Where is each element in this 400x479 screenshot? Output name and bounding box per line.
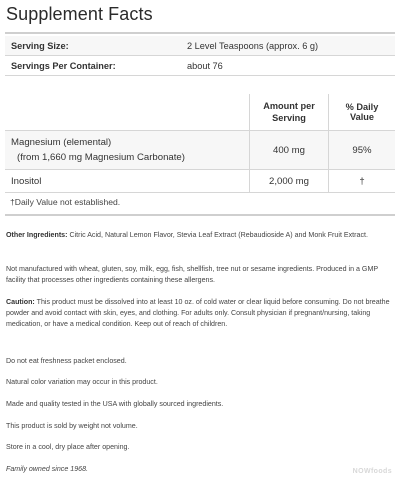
other-ingredients (6, 230, 396, 241)
note-color-variation: Natural color variation may occur in this product. (6, 378, 158, 386)
nutrient-name-inositol: Inositol (5, 170, 250, 193)
nutrient-name (5, 131, 250, 170)
brand-watermark: NOWfoods (352, 468, 392, 475)
servings-per-container-label: Servings Per Container: (5, 56, 181, 76)
amount-header-line1: Amount per (263, 101, 315, 111)
column-header-row (5, 94, 395, 131)
header-spacer (5, 94, 250, 131)
title-divider (5, 32, 395, 34)
servings-per-container-row (5, 56, 395, 76)
allergen-note: Not manufactured with wheat, gluten, soy, milk, egg, fish, shellfish, tree nut or sesame ingredients. Produced in a GMP facility that processes other ingredients containing these allergens. (6, 265, 378, 284)
caution-label: Caution: (6, 298, 35, 306)
family-owned-note: Family owned since 1968. (6, 465, 89, 473)
nutrient-source-magnesium: (from 1,660 mg Magnesium Carbonate) (17, 152, 185, 163)
servings-per-container-value: about 76 (181, 56, 395, 76)
nutrient-dv-magnesium: 95% (329, 131, 396, 170)
serving-size-row (5, 36, 395, 56)
column-header-table (5, 94, 395, 131)
note-freshness-packet: Do not eat freshness packet enclosed. (6, 357, 127, 365)
serving-size-value: 2 Level Teaspoons (approx. 6 g) (181, 36, 395, 56)
nutrient-row-inositol (5, 170, 395, 193)
page-title: Supplement Facts (6, 4, 153, 24)
amount-per-serving-header (250, 94, 329, 131)
nutrient-amount-inositol: 2,000 mg (250, 170, 329, 193)
serving-table (5, 36, 395, 76)
other-ingredients-text: Citric Acid, Natural Lemon Flavor, Stevia Leaf Extract (Rebaudioside A) and Monk Fruit Extract. (67, 231, 368, 239)
daily-value-footnote: †Daily Value not established. (10, 197, 121, 207)
note-made-in-usa: Made and quality tested in the USA with globally sourced ingredients. (6, 400, 224, 408)
daily-value-header: % Daily Value (329, 94, 396, 131)
note-storage: Store in a cool, dry place after opening. (6, 443, 130, 451)
nutrient-row-magnesium (5, 131, 395, 170)
caution-text: This product must be dissolved into at least 10 oz. of cold water or clear liquid before consuming. Do not breathe powder and avoid contact with skin, eyes, and clothing. For adults only. Consult physician if pregnant/nursing, taking medication, or have a medical condition. Keep out of reach of children. (6, 298, 390, 328)
nutrient-amount-magnesium: 400 mg (250, 131, 329, 170)
nutrient-name-magnesium: Magnesium (elemental) (11, 137, 112, 148)
facts-bottom-divider (5, 214, 395, 216)
note-sold-by-weight: This product is sold by weight not volume. (6, 422, 138, 430)
nutrient-dv-inositol: † (329, 170, 396, 193)
nutrient-table (5, 131, 395, 193)
other-ingredients-label: Other Ingredients: (6, 231, 68, 239)
amount-header-line2: Serving (272, 113, 306, 123)
caution-note (6, 297, 396, 330)
serving-size-label: Serving Size: (5, 36, 181, 56)
